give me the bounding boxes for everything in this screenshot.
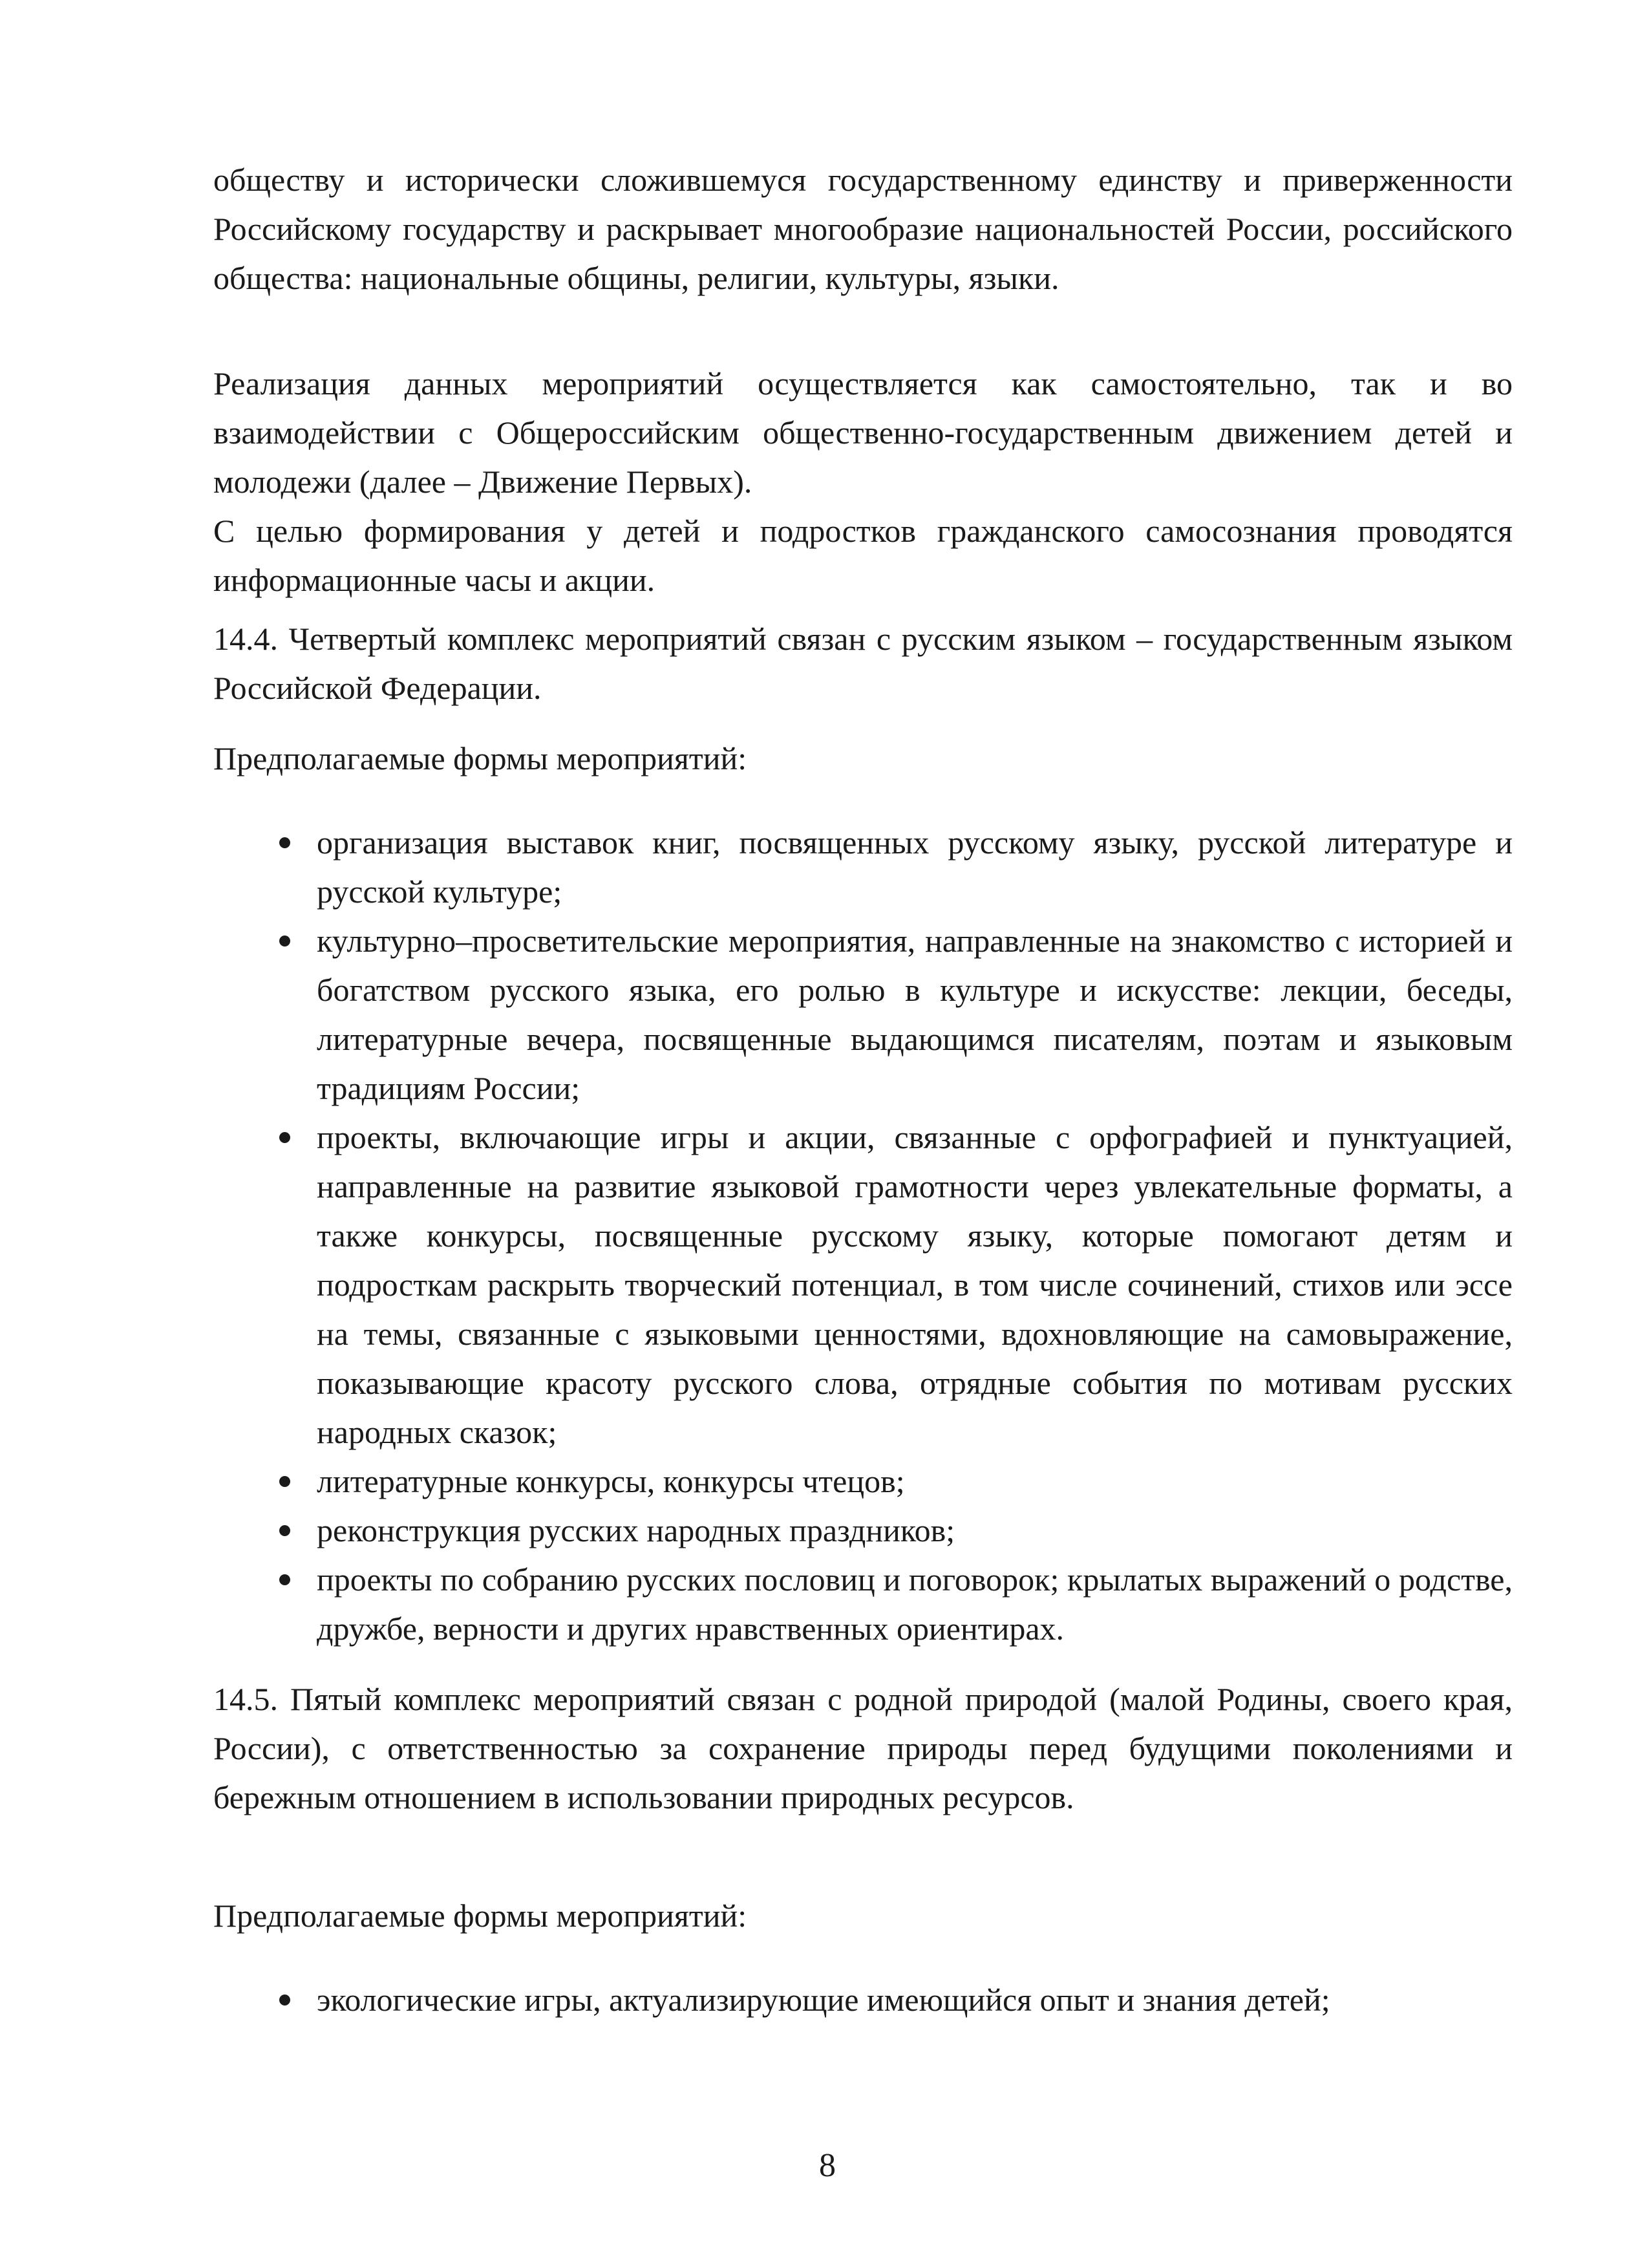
list-item: проекты, включающие игры и акции, связанные с орфографией и пунктуацией, направленные на развитие языковой грамотности через увлекательные форматы, а также конкурсы, посвященные русскому языку, которые помогают детям и подросткам раскрыть творческий потенциал, в том числе сочинений, стихов или эссе на темы, связанные с языковыми ценностями, вдохновляющие на самовыражение, показывающие красоту русского слова, отрядные события по мотивам русских народных сказок;	[271, 1113, 1513, 1457]
section-14-4-heading: 14.4. Четвертый комплекс мероприятий связан с русским языком – государственным языком Российской Федерации.	[213, 621, 1513, 706]
bullet-icon	[279, 936, 290, 947]
bullet-icon	[279, 837, 290, 848]
bullet-icon	[279, 1574, 290, 1585]
paragraph-intro: обществу и исторически сложившемуся государственному единству и приверженности Российскому государству и раскрывает многообразие национальностей России, российского общества: национальные общины, религии, культуры, языки.	[213, 162, 1513, 296]
paragraph-implementation: Реализация данных мероприятий осуществляется как самостоятельно, так и во взаимодействии с Общероссийским общественно-государственным движением детей и молодежи (далее – Движение Первых).	[213, 365, 1513, 500]
bullet-icon	[279, 1525, 290, 1536]
forms-list-1	[271, 818, 1513, 1653]
bullet-icon	[279, 1132, 290, 1143]
forms-label-1: Предполагаемые формы мероприятий:	[213, 740, 747, 776]
bullet-icon	[279, 1476, 290, 1487]
paragraph-civic-identity: С целью формирования у детей и подростков гражданского самосознания проводятся информационные часы и акции.	[213, 513, 1513, 598]
forms-list-2	[271, 1975, 1513, 2024]
bullet-icon	[279, 1995, 290, 2006]
forms-label-2: Предполагаемые формы мероприятий:	[213, 1898, 747, 1934]
list-item: реконструкция русских народных праздников;	[271, 1506, 1513, 1555]
list-item: литературные конкурсы, конкурсы чтецов;	[271, 1457, 1513, 1506]
page-number: 8	[819, 2147, 836, 2184]
list-item: проекты по собранию русских пословиц и поговорок; крылатых выражений о родстве, дружбе, верности и других нравственных ориентирах.	[271, 1555, 1513, 1653]
list-item: организация выставок книг, посвященных русскому языку, русской литературе и русской культуре;	[271, 818, 1513, 916]
list-item: экологические игры, актуализирующие имеющийся опыт и знания детей;	[271, 1975, 1513, 2024]
section-14-5-heading: 14.5. Пятый комплекс мероприятий связан с родной природой (малой Родины, своего края, России), с ответственностью за сохранение природы перед будущими поколениями и бережным отношением в использовании природных ресурсов.	[213, 1681, 1513, 1815]
list-item: культурно–просветительские мероприятия, направленные на знакомство с историей и богатством русского языка, его ролью в культуре и искусстве: лекции, беседы, литературные вечера, посвященные выдающимся писателям, поэтам и языковым традициям России;	[271, 916, 1513, 1113]
